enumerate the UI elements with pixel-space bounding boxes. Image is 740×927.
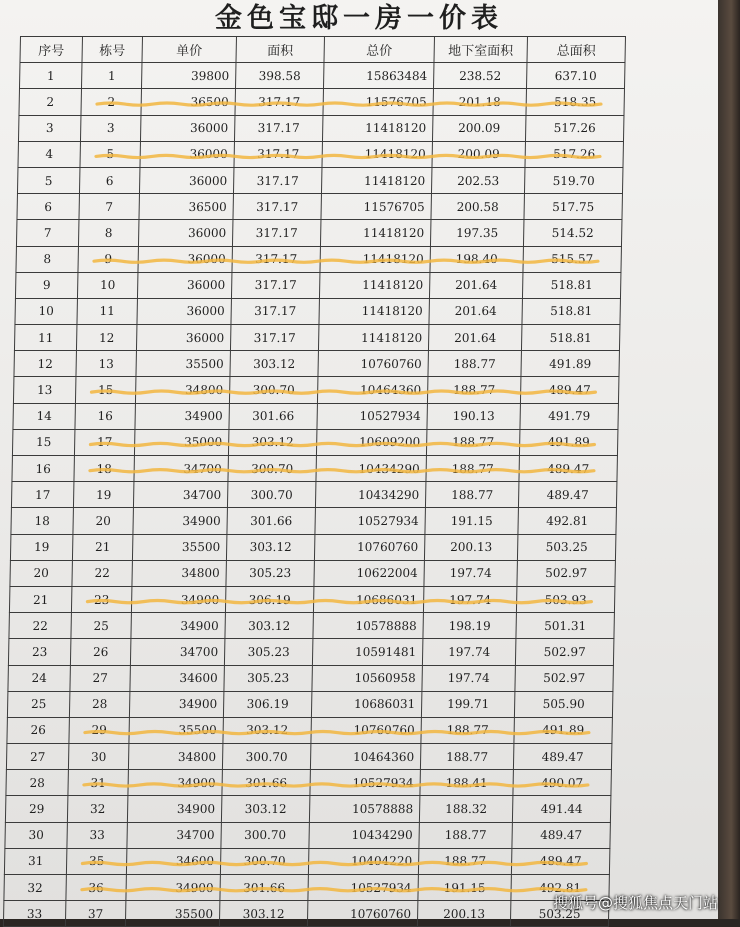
cell-total-area: 491.44	[512, 796, 611, 822]
cell-total-price: 10591481	[312, 639, 423, 665]
cell-unit-price: 36000	[137, 272, 232, 298]
cell-seq: 23	[8, 639, 71, 665]
cell-unit-price: 34800	[135, 377, 230, 403]
cell-total-area: 491.89	[519, 429, 618, 455]
cell-basement-area: 197.74	[422, 639, 516, 665]
cell-area: 317.17	[231, 298, 320, 324]
cell-seq: 29	[5, 796, 68, 822]
cell-total-area: 514.52	[523, 220, 622, 246]
cell-seq: 9	[15, 272, 78, 298]
cell-total-area: 491.79	[520, 403, 619, 429]
cell-basement-area: 188.77	[426, 456, 520, 482]
cell-area: 317.17	[233, 194, 322, 220]
cell-total-price: 10434290	[309, 822, 420, 848]
cell-area: 398.58	[235, 63, 324, 89]
cell-total-price: 11418120	[318, 325, 429, 351]
cell-unit-price: 34900	[128, 770, 223, 796]
cell-building: 35	[66, 848, 127, 874]
cell-seq: 2	[19, 89, 82, 115]
cell-unit-price: 34600	[130, 665, 225, 691]
cell-total-area: 637.10	[526, 63, 625, 89]
cell-total-price: 11418120	[320, 220, 431, 246]
cell-total-area: 502.97	[515, 639, 614, 665]
cell-building: 3	[80, 115, 141, 141]
cell-area: 301.66	[222, 770, 311, 796]
cell-seq: 8	[16, 246, 79, 272]
table-row	[14, 325, 620, 351]
cell-total-area: 505.90	[514, 691, 613, 717]
table-row	[10, 534, 616, 560]
cell-basement-area: 200.09	[432, 115, 526, 141]
cell-seq: 6	[17, 194, 80, 220]
cell-building: 26	[70, 639, 131, 665]
cell-unit-price: 35000	[134, 429, 229, 455]
cell-building: 11	[77, 298, 138, 324]
header-total-area: 总面积	[527, 37, 626, 63]
cell-seq: 14	[13, 403, 76, 429]
cell-total-area: 503.93	[516, 586, 615, 612]
cell-unit-price: 35500	[136, 351, 231, 377]
cell-total-price: 10686031	[313, 586, 424, 612]
cell-total-area: 518.81	[522, 272, 621, 298]
cell-total-area: 518.81	[522, 298, 621, 324]
cell-total-price: 10404220	[308, 848, 419, 874]
cell-area: 303.12	[228, 429, 317, 455]
table-row	[7, 691, 613, 717]
cell-unit-price: 34800	[128, 744, 223, 770]
cell-building: 25	[71, 613, 132, 639]
cell-total-area: 492.81	[518, 508, 617, 534]
cell-basement-area: 198.40	[430, 246, 524, 272]
table-row	[18, 115, 624, 141]
cell-total-area: 517.26	[525, 115, 624, 141]
cell-area: 305.23	[224, 639, 313, 665]
cell-seq: 28	[6, 770, 69, 796]
cell-basement-area: 238.52	[433, 63, 527, 89]
cell-total-area: 489.47	[520, 377, 619, 403]
cell-area: 303.12	[225, 613, 314, 639]
cell-seq: 32	[4, 875, 67, 901]
cell-basement-area: 188.41	[420, 770, 514, 796]
cell-building: 10	[77, 272, 138, 298]
cell-basement-area: 188.77	[421, 717, 515, 743]
cell-basement-area: 201.64	[429, 272, 523, 298]
cell-area: 303.12	[226, 534, 315, 560]
cell-total-area: 490.07	[513, 770, 612, 796]
cell-unit-price: 34600	[126, 848, 221, 874]
cell-building: 2	[81, 89, 142, 115]
cell-basement-area: 197.74	[423, 586, 517, 612]
cell-basement-area: 191.15	[418, 875, 512, 901]
cell-total-price: 10527934	[310, 770, 421, 796]
table-row	[8, 665, 614, 691]
cell-building: 27	[70, 665, 131, 691]
table-row	[5, 822, 611, 848]
cell-total-price: 11418120	[319, 272, 430, 298]
cell-seq: 31	[4, 848, 67, 874]
cell-basement-area: 197.35	[430, 220, 524, 246]
cell-total-price: 10578888	[313, 613, 424, 639]
cell-area: 303.12	[230, 351, 319, 377]
cell-total-area: 489.47	[512, 822, 611, 848]
table-row	[6, 770, 612, 796]
table-row	[5, 796, 611, 822]
cell-seq: 1	[19, 63, 82, 89]
watermark: 搜狐号@搜狐焦点天门站	[552, 894, 718, 912]
header-building: 栋号	[82, 37, 143, 63]
cell-seq: 4	[18, 141, 81, 167]
cell-total-area: 502.97	[515, 665, 614, 691]
cell-unit-price: 36500	[141, 89, 236, 115]
cell-basement-area: 190.13	[427, 403, 521, 429]
cell-basement-area: 200.13	[417, 901, 511, 927]
cell-basement-area: 200.09	[432, 141, 526, 167]
cell-total-area: 503.25	[517, 534, 616, 560]
cell-area: 305.23	[224, 665, 313, 691]
cell-total-area: 503.25	[510, 901, 609, 927]
cell-unit-price: 35500	[129, 717, 224, 743]
cell-total-price: 11418120	[320, 246, 431, 272]
table-row	[11, 482, 617, 508]
cell-unit-price: 35500	[132, 534, 227, 560]
cell-building: 16	[75, 403, 136, 429]
table-row	[16, 246, 622, 272]
cell-unit-price: 34900	[135, 403, 230, 429]
cell-unit-price: 36000	[139, 167, 234, 193]
cell-area: 300.70	[221, 822, 310, 848]
cell-building: 23	[71, 586, 132, 612]
cell-basement-area: 188.77	[419, 822, 513, 848]
cell-building: 18	[74, 456, 135, 482]
cell-area: 317.17	[231, 272, 320, 298]
cell-total-price: 10464360	[317, 377, 428, 403]
cell-area: 303.12	[223, 717, 312, 743]
cell-total-price: 10527934	[317, 403, 428, 429]
table-row	[12, 429, 618, 455]
cell-building: 29	[69, 717, 130, 743]
cell-unit-price: 36000	[138, 220, 233, 246]
cell-building: 20	[73, 508, 134, 534]
cell-area: 301.66	[220, 875, 309, 901]
cell-total-price: 10686031	[311, 691, 422, 717]
cell-basement-area: 188.77	[425, 482, 519, 508]
cell-total-area: 518.35	[526, 89, 625, 115]
cell-seq: 33	[3, 901, 66, 927]
cell-total-price: 11576705	[323, 89, 434, 115]
table-row	[17, 167, 623, 193]
cell-unit-price: 36000	[138, 246, 233, 272]
cell-seq: 15	[12, 429, 75, 455]
cell-basement-area: 188.77	[427, 377, 521, 403]
header-total-price: 总价	[324, 37, 435, 63]
cell-seq: 10	[15, 298, 78, 324]
cell-basement-area: 201.64	[429, 298, 523, 324]
table-row	[6, 744, 612, 770]
cell-basement-area: 197.74	[422, 665, 516, 691]
cell-seq: 25	[7, 691, 70, 717]
cell-area: 300.70	[227, 482, 316, 508]
cell-unit-price: 36500	[139, 194, 234, 220]
cell-unit-price: 34900	[133, 508, 228, 534]
cell-seq: 24	[8, 665, 71, 691]
cell-area: 300.70	[228, 456, 317, 482]
cell-area: 317.17	[234, 115, 323, 141]
cell-total-area: 492.81	[511, 875, 610, 901]
table-row	[13, 377, 619, 403]
cell-area: 306.19	[223, 691, 312, 717]
table-row	[11, 508, 617, 534]
table-row	[17, 194, 623, 220]
cell-total-price: 11418120	[322, 115, 433, 141]
cell-building: 30	[68, 744, 129, 770]
cell-total-area: 515.57	[523, 246, 622, 272]
cell-unit-price: 36000	[137, 298, 232, 324]
page-title: 金色宝邸一房一价表	[215, 3, 503, 34]
cell-seq: 30	[5, 822, 68, 848]
cell-total-price: 10760760	[318, 351, 429, 377]
cell-total-area: 489.47	[511, 848, 610, 874]
cell-basement-area: 198.19	[423, 613, 517, 639]
cell-area: 317.17	[233, 167, 322, 193]
cell-unit-price: 34700	[134, 456, 229, 482]
cell-seq: 13	[13, 377, 76, 403]
cell-unit-price: 34900	[131, 613, 226, 639]
cell-building: 19	[73, 482, 134, 508]
cell-unit-price: 35500	[125, 901, 220, 927]
cell-building: 12	[76, 325, 137, 351]
cell-seq: 3	[18, 115, 81, 141]
cell-basement-area: 191.15	[425, 508, 519, 534]
table-row	[7, 717, 613, 743]
cell-total-price: 10609200	[316, 429, 427, 455]
cell-basement-area: 188.32	[419, 796, 513, 822]
table-row	[16, 220, 622, 246]
price-table	[3, 36, 626, 927]
cell-building: 21	[72, 534, 133, 560]
cell-area: 317.17	[232, 220, 321, 246]
cell-seq: 27	[6, 744, 69, 770]
cell-building: 6	[79, 167, 140, 193]
table-row	[18, 141, 624, 167]
cell-total-area: 489.47	[519, 456, 618, 482]
cell-building: 8	[78, 220, 139, 246]
table-row	[13, 403, 619, 429]
cell-total-price: 10760760	[311, 717, 422, 743]
cell-building: 5	[80, 141, 141, 167]
table-row	[9, 613, 615, 639]
table-row	[15, 272, 621, 298]
cell-total-price: 10434290	[315, 482, 426, 508]
cell-total-price: 10560958	[312, 665, 423, 691]
cell-total-price: 11418120	[319, 298, 430, 324]
cell-area: 305.23	[226, 560, 315, 586]
cell-building: 31	[68, 770, 129, 796]
cell-building: 33	[67, 822, 128, 848]
cell-unit-price: 34900	[126, 875, 221, 901]
cell-total-price: 10434290	[316, 456, 427, 482]
table-row	[19, 63, 625, 89]
cell-total-price: 10760760	[307, 901, 418, 927]
cell-total-price: 10578888	[309, 796, 420, 822]
cell-building: 32	[67, 796, 128, 822]
cell-basement-area: 197.74	[424, 560, 518, 586]
cell-total-area: 517.75	[524, 194, 623, 220]
cell-building: 36	[66, 875, 127, 901]
cell-seq: 11	[14, 325, 77, 351]
cell-unit-price: 36000	[140, 115, 235, 141]
cell-area: 300.70	[229, 377, 318, 403]
cell-building: 15	[75, 377, 136, 403]
table-row	[3, 901, 609, 927]
cell-unit-price: 34800	[132, 560, 227, 586]
cell-unit-price: 36000	[136, 325, 231, 351]
cell-total-price: 11418120	[321, 167, 432, 193]
cell-building: 22	[72, 560, 133, 586]
cell-unit-price: 36000	[140, 141, 235, 167]
cell-basement-area: 188.77	[420, 744, 514, 770]
cell-unit-price: 34700	[133, 482, 228, 508]
cell-area: 306.19	[225, 586, 314, 612]
cell-area: 300.70	[220, 848, 309, 874]
header-area: 面积	[236, 37, 325, 63]
header-basement-area: 地下室面积	[434, 37, 528, 63]
cell-building: 37	[65, 901, 126, 927]
cell-total-area: 519.70	[524, 167, 623, 193]
cell-seq: 16	[12, 456, 75, 482]
cell-seq: 7	[16, 220, 79, 246]
cell-total-price: 10622004	[314, 560, 425, 586]
cell-seq: 18	[11, 508, 74, 534]
table-row	[8, 639, 614, 665]
cell-area: 317.17	[234, 141, 323, 167]
cell-total-price: 11576705	[321, 194, 432, 220]
background-edge	[718, 0, 740, 919]
table-row	[4, 848, 610, 874]
cell-total-price: 10760760	[314, 534, 425, 560]
cell-area: 300.70	[222, 744, 311, 770]
table-row	[15, 298, 621, 324]
table-header-row	[20, 37, 626, 63]
cell-unit-price: 34900	[131, 586, 226, 612]
cell-basement-area: 200.13	[424, 534, 518, 560]
cell-total-area: 489.47	[513, 744, 612, 770]
cell-seq: 26	[7, 717, 70, 743]
cell-building: 9	[78, 246, 139, 272]
cell-basement-area: 188.77	[418, 848, 512, 874]
cell-area: 303.12	[221, 796, 310, 822]
table-row	[10, 560, 616, 586]
cell-total-price: 10527934	[315, 508, 426, 534]
cell-seq: 22	[9, 613, 72, 639]
cell-seq: 5	[17, 167, 80, 193]
cell-total-area: 489.47	[518, 482, 617, 508]
cell-area: 317.17	[230, 325, 319, 351]
table-row	[9, 586, 615, 612]
table-row	[4, 875, 610, 901]
cell-building: 17	[74, 429, 135, 455]
cell-total-price: 10464360	[310, 744, 421, 770]
cell-basement-area: 201.18	[433, 89, 527, 115]
table-row	[14, 351, 620, 377]
cell-basement-area: 188.77	[428, 351, 522, 377]
cell-building: 1	[81, 63, 142, 89]
header-unit-price: 单价	[142, 37, 237, 63]
cell-basement-area: 199.71	[421, 691, 515, 717]
cell-seq: 12	[14, 351, 77, 377]
cell-total-price: 10527934	[308, 875, 419, 901]
cell-total-area: 501.31	[516, 613, 615, 639]
cell-building: 13	[76, 351, 137, 377]
cell-building: 7	[79, 194, 140, 220]
cell-basement-area: 188.77	[426, 429, 520, 455]
cell-seq: 20	[10, 560, 73, 586]
cell-area: 301.66	[229, 403, 318, 429]
table-row	[12, 456, 618, 482]
cell-basement-area: 202.53	[431, 167, 525, 193]
cell-total-area: 491.89	[521, 351, 620, 377]
cell-total-price: 15863484	[323, 63, 434, 89]
cell-total-price: 11418120	[322, 141, 433, 167]
cell-total-area: 518.81	[521, 325, 620, 351]
table-row	[19, 89, 625, 115]
cell-area: 303.12	[219, 901, 308, 927]
cell-building: 28	[69, 691, 130, 717]
cell-unit-price: 34900	[127, 796, 222, 822]
cell-total-area: 517.26	[525, 141, 624, 167]
cell-area: 317.17	[235, 89, 324, 115]
cell-total-area: 491.89	[514, 717, 613, 743]
cell-seq: 19	[10, 534, 73, 560]
cell-basement-area: 201.64	[428, 325, 522, 351]
cell-area: 301.66	[227, 508, 316, 534]
header-seq: 序号	[20, 37, 83, 63]
cell-seq: 17	[11, 482, 74, 508]
cell-seq: 21	[9, 586, 72, 612]
cell-unit-price: 39800	[141, 63, 236, 89]
cell-unit-price: 34700	[130, 639, 225, 665]
cell-basement-area: 200.58	[431, 194, 525, 220]
cell-unit-price: 34700	[127, 822, 222, 848]
cell-unit-price: 34900	[129, 691, 224, 717]
cell-area: 317.17	[232, 246, 321, 272]
cell-total-area: 502.97	[517, 560, 616, 586]
